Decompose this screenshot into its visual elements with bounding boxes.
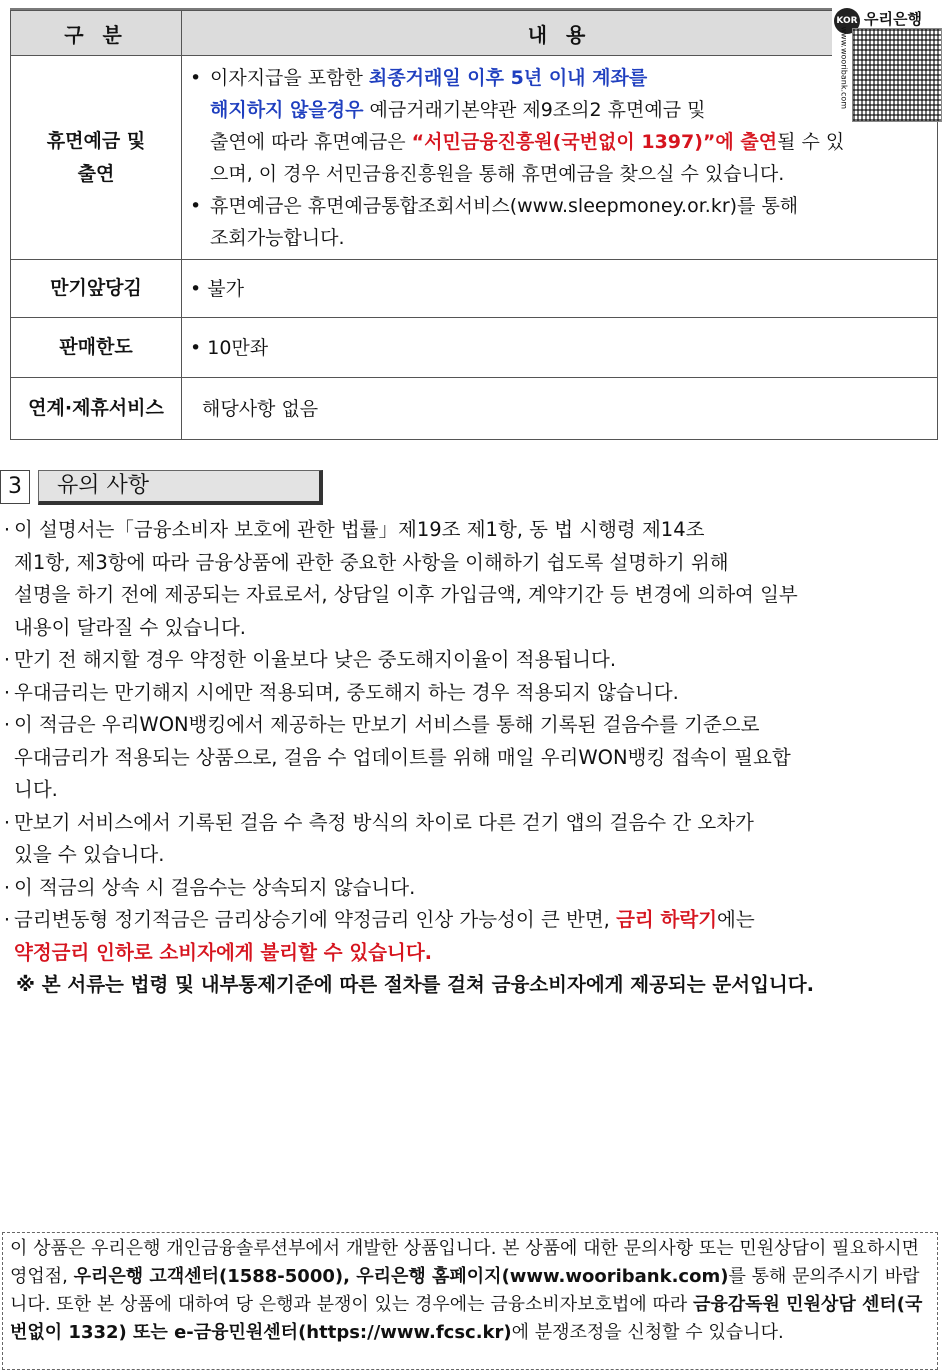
emphasis-blue: 최종거래일 이후 5년 이내 계좌를	[368, 66, 648, 89]
list-item	[0, 677, 942, 710]
text: 이 적금은 우리WON뱅킹에서 제공하는 만보기 서비스를 통해 기록된 걸음수를 기준으로	[14, 713, 760, 736]
bullet-icon: ·	[3, 680, 11, 704]
bullet-icon: •	[190, 194, 202, 217]
section-title: 유의 사항	[38, 470, 323, 505]
bullet-icon: •	[190, 66, 202, 89]
text: 예금거래기본약관 제9조의2 휴면예금 및	[363, 98, 706, 121]
emphasis-blue: 해지하지 않을경우	[210, 98, 364, 121]
text: 휴면예금은 휴면예금통합조회서비스(www.sleepmoney.or.kr)를 통해	[210, 194, 799, 217]
notes-list	[0, 514, 942, 1002]
list-item	[0, 709, 942, 807]
text: 이 상품은 우리은행 개인금융솔루션부에서 개발한 상품입니다. 본 상품에 대한 문의사항 또는 민원상담이 필요하시면 영업점,	[10, 1238, 920, 1287]
header-content: 내 용	[182, 11, 938, 56]
emphasis-red: “서민금융진흥원(국번없이 1397)”에 출연	[411, 130, 778, 153]
bullet-item	[190, 62, 931, 126]
text: 내용이 달라질 수 있습니다.	[14, 615, 247, 639]
text: 이자지급을 포함한	[210, 66, 369, 89]
text: 10만좌	[207, 336, 269, 359]
text: 우대금리가 적용되는 상품으로, 걸음 수 업데이트를 위해 매일 우리WON뱅킹 접속이 필요합	[14, 745, 791, 769]
text: 만보기 서비스에서 기록된 걸음 수 측정 방식의 차이로 다른 걷기 앱의 걸음수 간 오차가	[14, 810, 754, 834]
stamp-url: www.wooribank.com	[839, 26, 849, 110]
list-item	[0, 644, 942, 677]
text: 조회가능합니다.	[210, 226, 345, 249]
bullet-item	[190, 190, 931, 254]
row-label: 연계·제휴서비스	[11, 378, 182, 440]
row-label-line: 휴면예금 및	[46, 129, 146, 152]
text: 불가	[207, 277, 244, 300]
text: 설명을 하기 전에 제공되는 자료로서, 상담일 이후 가입금액, 계약기간 등 변경에 의하여 일부	[14, 583, 798, 606]
emphasis-red: 금리 하락기	[616, 908, 718, 931]
bullet-continuation	[190, 126, 931, 190]
bullet-icon: •	[190, 277, 208, 300]
text: 만기 전 해지할 경우 약정한 이율보다 낮은 중도해지이율이 적용됩니다.	[14, 648, 617, 671]
table-row-dormant	[11, 56, 938, 260]
bank-stamp	[832, 6, 942, 122]
section-number: 3	[0, 470, 30, 504]
text: 될 수 있	[777, 130, 845, 153]
text: 에 분쟁조정을 신청할 수 있습니다.	[511, 1322, 784, 1343]
text: 으며, 이 경우 서민금융진흥원을 통해 휴면예금을 찾으실 수 있습니다.	[210, 162, 785, 185]
text: 에는	[717, 908, 755, 931]
qr-code-icon	[852, 28, 942, 122]
row-label: 만기앞당김	[11, 260, 182, 318]
stamp-bank-name: 우리은행	[864, 10, 922, 28]
text: 니다.	[14, 778, 58, 801]
document-notice: ※ 본 서류는 법령 및 내부통제기준에 따른 절차를 걸쳐 금융소비자에게 제공되는 문서입니다.	[16, 973, 815, 996]
text: 있을 수 있습니다.	[14, 843, 165, 866]
row-label: 판매한도	[11, 318, 182, 378]
row-label	[11, 56, 182, 260]
header-category: 구 분	[11, 11, 182, 56]
bullet-icon: ·	[3, 810, 11, 834]
bullet-icon: •	[190, 336, 208, 359]
text: 출연에 따라 휴면예금은	[210, 130, 412, 153]
row-content	[182, 260, 938, 318]
emphasis-red: 약정금리 인하로 소비자에게 불리할 수 있습니다.	[14, 940, 433, 964]
row-label-line: 출연	[77, 162, 115, 185]
table-row-partner-service	[11, 378, 938, 440]
text: 금리변동형 정기적금은 금리상승기에 약정금리 인상 가능성이 큰 반면,	[14, 908, 617, 931]
text: 를 통해 문의주시기 바랍니다. 또한 본 상품에 대하여 당 은행과 분쟁이 있는 경우에는 금융소비자보호법에 따라	[10, 1266, 920, 1315]
text: 이 설명서는「금융소비자 보호에 관한 법률」제19조 제1항, 동 법 시행령 제14조	[14, 518, 705, 541]
list-item	[0, 807, 942, 872]
table-header-row	[11, 11, 938, 56]
table-row-early-maturity	[11, 260, 938, 318]
row-content	[182, 378, 938, 440]
text: 제1항, 제3항에 따라 금융상품에 관한 중요한 사항을 이해하기 쉽도록 설명하기 위해	[14, 550, 729, 574]
bullet-icon: ·	[3, 518, 11, 541]
row-content	[182, 318, 938, 378]
bullet-icon: ·	[3, 875, 11, 899]
list-item	[0, 904, 942, 969]
bullet-icon: ·	[3, 713, 11, 736]
row-content	[182, 56, 938, 260]
emphasis-bold: 우리은행 고객센터(1588-5000), 우리은행 홈페이지(www.wooribank.com)	[73, 1266, 729, 1287]
text: 우대금리는 만기해지 시에만 적용되며, 중도해지 하는 경우 적용되지 않습니다.	[14, 680, 679, 704]
bullet-icon: ·	[3, 648, 11, 671]
bullet-icon: ·	[3, 908, 11, 931]
text: 이 적금의 상속 시 걸음수는 상속되지 않습니다.	[14, 875, 416, 899]
list-item	[0, 872, 942, 905]
kor-emblem-icon: KOR	[834, 8, 860, 34]
emphasis-bold: 금융감독원 민원상담 센터(국번없이 1332) 또는 e-금융민원센터(https://www.fcsc.kr)	[10, 1294, 923, 1343]
product-info-table	[10, 10, 938, 440]
footer-notice	[2, 1232, 938, 1370]
table-row-sales-limit	[11, 318, 938, 378]
list-item	[0, 514, 942, 644]
text: 해당사항 없음	[202, 397, 319, 420]
